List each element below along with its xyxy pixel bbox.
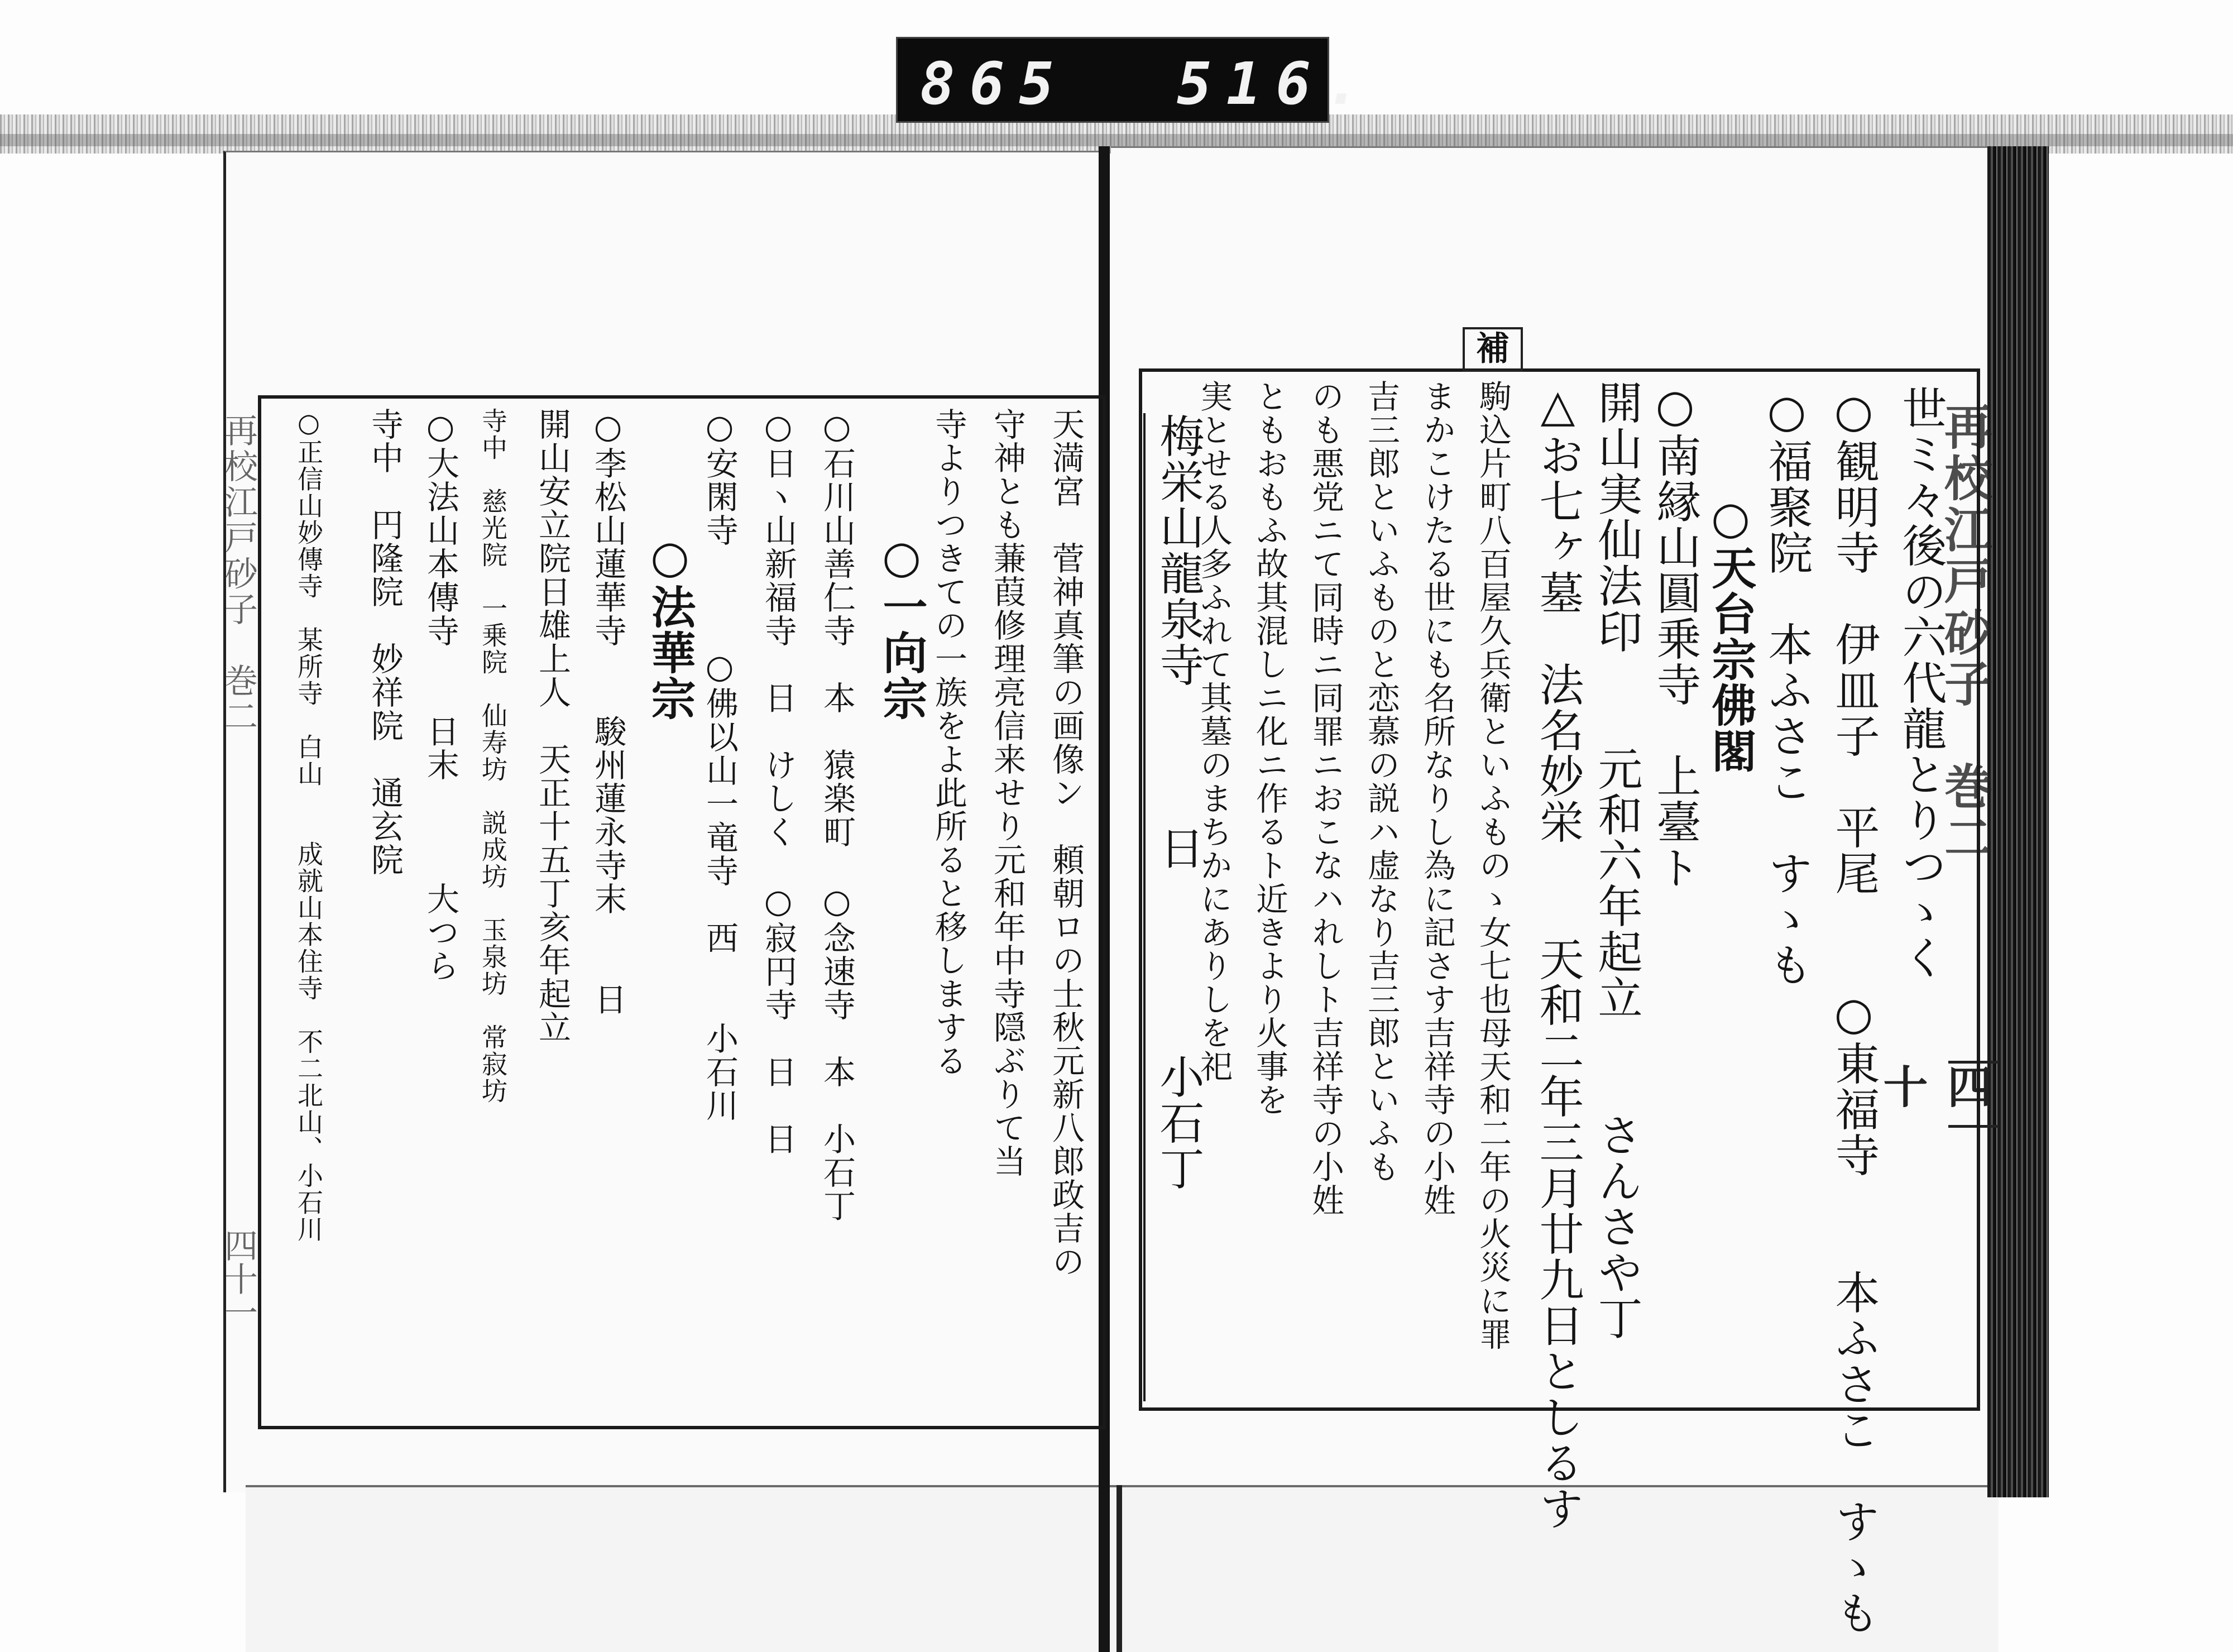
supplement-mark: 補 bbox=[1463, 327, 1523, 372]
archive-number-left: 865 bbox=[920, 50, 1068, 118]
right-page-number: 四十 bbox=[1948, 1061, 1999, 1128]
right-col-2: ○観明寺 伊皿子 平尾 ○東福寺 本ふさこ すゝも bbox=[1828, 385, 1880, 1636]
left-col-13: 寺中 円隆院 妙祥院 通玄院 bbox=[366, 408, 404, 877]
page-bottom-margin bbox=[246, 1485, 1999, 1652]
left-col-8-heading: ○法華宗 bbox=[644, 530, 696, 721]
right-col-3: ○福聚院 本ふさこ すゝも bbox=[1761, 385, 1813, 988]
right-col-14: 梅栄山龍泉寺 日 小石丁 bbox=[1152, 413, 1204, 1191]
right-col-12: ともおもふ故其混しニ化ニ作るト近きより火事を bbox=[1250, 380, 1288, 1117]
left-col-9: ○李松山蓮華寺 駿州蓮永寺末 日 bbox=[589, 408, 627, 1016]
right-col-8: 駒込片町八百屋久兵衛といふものゝ女七也母天和二年の火災に罪 bbox=[1474, 380, 1512, 1351]
right-col-5: ○南縁山圓乗寺 上臺ト bbox=[1649, 380, 1701, 890]
right-col-11: のも悪党ニて同時ニ同罪ニおこなハれしト吉祥寺の小姓 bbox=[1306, 380, 1344, 1217]
left-running-title: 再校江戸砂子 巻二 bbox=[219, 413, 258, 735]
right-col-6: 開山実仙法印 元和六年起立 さんさや丁 bbox=[1590, 380, 1642, 1341]
archive-number-right: 516. bbox=[1177, 50, 1375, 118]
right-frame-inner-rule bbox=[1143, 413, 1146, 1401]
right-col-9: まかこけたる世にも名所なりし為に記さす吉祥寺の小姓 bbox=[1418, 380, 1456, 1217]
left-col-5: ○石川山善仁寺 本 猿楽町 ○念速寺 本 小石丁 bbox=[818, 408, 856, 1223]
left-col-10: 開山安立院日雄上人 天正十五丁亥年起立 bbox=[533, 408, 571, 1044]
right-col-13: 実とせる人多ふれて其墓のまちかにありしを祀 bbox=[1195, 380, 1233, 1083]
right-running-title: 再校江戸砂子 巻二 bbox=[1936, 402, 1992, 864]
left-col-6: ○日ヽ山新福寺 日 けしく ○寂円寺 日 日 bbox=[759, 408, 797, 1156]
right-col-4-heading: ○天台宗佛閣 bbox=[1704, 491, 1757, 774]
left-col-12: ○大法山本傳寺 日末 大つら bbox=[421, 408, 459, 983]
left-col-11: 寺中 慈光院 一乗院 仙寿坊 説成坊 玉泉坊 常寂坊 bbox=[478, 408, 508, 1104]
right-col-1: 世ミ々後の六代龍とりつゝく bbox=[1895, 385, 1947, 980]
left-page-number: 四十一 bbox=[219, 1228, 258, 1329]
left-col-3: 寺よりつきての一族をよ此所ると移しまする bbox=[929, 408, 967, 1078]
left-col-2: 守神とも蒹葭修理亮信来せり元和年中寺隠ぶりて当 bbox=[988, 408, 1026, 1178]
left-col-1: 天満宮 菅神真筆の画像ン 頼朝ロの士秋元新八郎政吉の bbox=[1047, 408, 1085, 1278]
right-col-10: 吉三郎といふものと恋慕の説ハ虚なり吉三郎といふも bbox=[1362, 380, 1400, 1184]
book-gutter-lower bbox=[1116, 1485, 1122, 1652]
scan-top-shadow bbox=[0, 134, 2233, 146]
left-col-4-heading: ○一向宗 bbox=[875, 530, 928, 721]
left-col-14: ○正信山妙傳寺 某所寺 白山 成就山本住寺 不二北山、小石川 bbox=[294, 408, 324, 1243]
archive-number-label bbox=[896, 37, 1375, 123]
left-col-7: ○安閑寺 ○佛以山一竜寺 西 小石川 bbox=[701, 408, 739, 1122]
page-bottom-edge bbox=[246, 1485, 1999, 1487]
right-col-7: △お七ヶ墓 法名妙栄 天和二年三月廿九日としるす bbox=[1532, 380, 1584, 1531]
